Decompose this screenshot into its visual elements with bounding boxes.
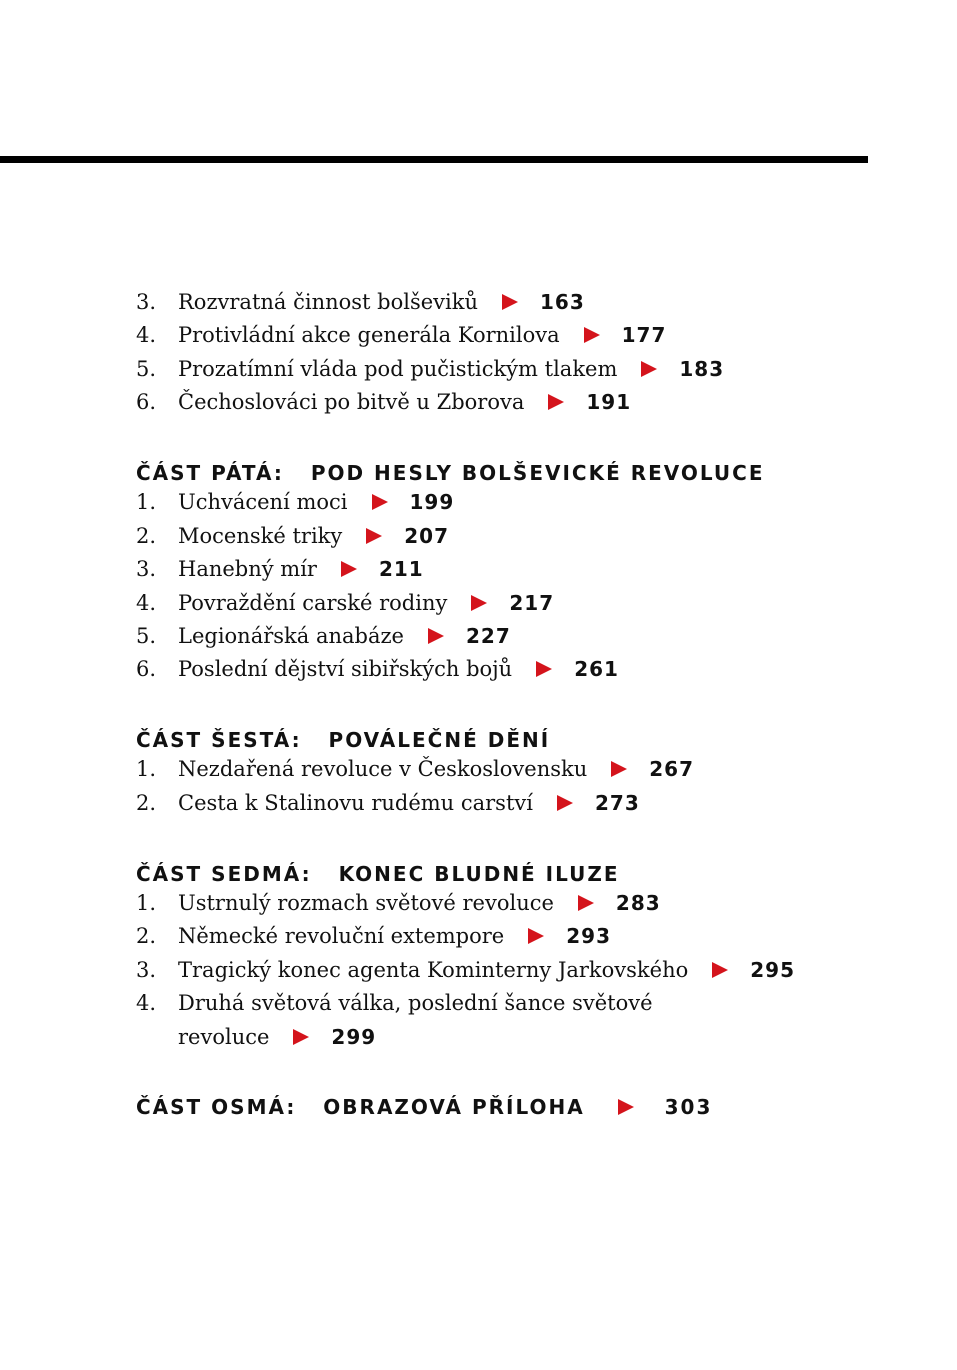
toc-entry-continuation[interactable] [136,1025,936,1058]
section-gap [136,691,936,724]
part-title: POVÁLEČNÉ DĚNÍ [328,728,551,753]
toc-entry[interactable] [136,657,936,690]
entry-title: Tragický konec agenta Kominterny Jarkovského [178,957,689,982]
arrow-right-icon [471,595,487,611]
arrow-right-icon [712,962,728,978]
toc-entry[interactable] [136,924,936,957]
part-heading [136,724,936,757]
entry-page: 283 [615,891,661,916]
entry-number: 2. [136,790,157,815]
entry-title: Protivládní akce generála Kornilova [178,323,560,348]
arrow-right-icon [578,895,594,911]
entry-page: 207 [404,523,449,548]
arrow-right-icon [584,327,600,343]
toc-entry[interactable] [136,490,936,523]
toc-entry[interactable] [136,390,936,423]
toc-entry[interactable] [136,591,936,624]
toc-entry[interactable] [136,757,936,790]
entry-page: 163 [540,290,585,314]
entry-title: Nezdařená revoluce v Československu [178,757,588,782]
entry-title: Cesta k Stalinovu rudému carství [178,790,533,815]
arrow-right-icon [536,661,552,677]
arrow-right-icon [528,928,544,944]
entry-title: Uchvácení moci [178,490,348,515]
toc-entry[interactable] [136,991,936,1024]
toc-entry[interactable] [136,557,936,590]
toc-entry[interactable] [136,290,936,323]
entry-page: 299 [331,1024,377,1049]
part-page: 303 [664,1095,713,1120]
arrow-right-icon [372,494,388,510]
top-rule [0,156,868,163]
toc-entry[interactable] [136,624,936,657]
section-gap [136,424,936,457]
arrow-right-icon [618,1099,634,1115]
toc-entry[interactable] [136,891,936,924]
entry-page: 177 [621,323,667,348]
entry-number: 5. [136,356,157,381]
part-title: KONEC BLUDNÉ ILUZE [338,861,620,886]
entry-title: Prozatímní vláda pod pučistickým tlakem [178,356,618,381]
arrow-right-icon [366,528,382,544]
toc-entry[interactable] [136,524,936,557]
entry-page: 295 [750,957,796,982]
arrow-right-icon [641,361,657,377]
part-heading [136,457,936,490]
entry-number: 6. [136,390,157,415]
entry-title: Ustrnulý rozmach světové revoluce [178,891,554,916]
arrow-right-icon [341,561,357,577]
entry-page: 267 [649,757,695,782]
entry-page: 261 [574,657,619,682]
entry-number: 4. [136,991,157,1016]
entry-page: 227 [465,623,511,648]
entry-title: Čechoslováci po bitvě u Zborova [178,390,525,415]
entry-number: 1. [136,757,157,782]
entry-title: Povraždění carské rodiny [178,590,448,615]
entry-number: 5. [136,623,157,648]
entry-page: 293 [566,924,611,949]
part-heading [136,858,936,891]
entry-title: Mocenské triky [178,523,343,548]
entry-page: 211 [378,557,424,582]
toc-entry[interactable] [136,323,936,356]
entry-page: 199 [409,490,455,515]
entry-title: Hanebný mír [178,557,317,582]
entry-number: 4. [136,590,157,615]
entry-title-continuation: revoluce [178,1024,270,1049]
section-gap [136,1058,936,1091]
entry-page: 191 [586,390,632,415]
entry-page: 273 [594,790,640,815]
arrow-right-icon [502,294,518,310]
entry-page: 183 [679,356,725,381]
toc-entry[interactable] [136,791,936,824]
arrow-right-icon [548,394,564,410]
entry-title: Německé revoluční extempore [178,924,505,949]
part-heading[interactable] [136,1091,936,1124]
part-label: ČÁST ŠESTÁ: [136,728,302,753]
part-label: ČÁST OSMÁ: [136,1095,297,1120]
entry-page: 217 [509,590,555,615]
entry-number: 1. [136,490,157,515]
toc-entry[interactable] [136,958,936,991]
entry-title: Druhá světová válka, poslední šance světové [178,991,653,1016]
entry-title: Legionářská anabáze [178,623,404,648]
toc-entry[interactable] [136,357,936,390]
arrow-right-icon [293,1029,309,1045]
part-title: POD HESLY BOLŠEVICKÉ REVOLUCE [310,460,765,485]
entry-number: 3. [136,557,157,582]
entry-title: Poslední dějství sibiřských bojů [178,657,513,682]
part-label: ČÁST PÁTÁ: [136,460,284,485]
section-gap [136,824,936,857]
entry-number: 2. [136,924,157,949]
arrow-right-icon [611,761,627,777]
entry-number: 2. [136,523,157,548]
entry-title: Rozvratná činnost bolševiků [178,290,478,314]
table-of-contents [136,290,936,1125]
entry-number: 6. [136,657,157,682]
arrow-right-icon [428,628,444,644]
entry-number: 1. [136,891,157,916]
entry-number: 3. [136,957,157,982]
part-title: OBRAZOVÁ PŘÍLOHA [323,1095,585,1120]
entry-number: 3. [136,290,157,314]
arrow-right-icon [557,795,573,811]
entry-number: 4. [136,323,157,348]
part-label: ČÁST SEDMÁ: [136,861,312,886]
